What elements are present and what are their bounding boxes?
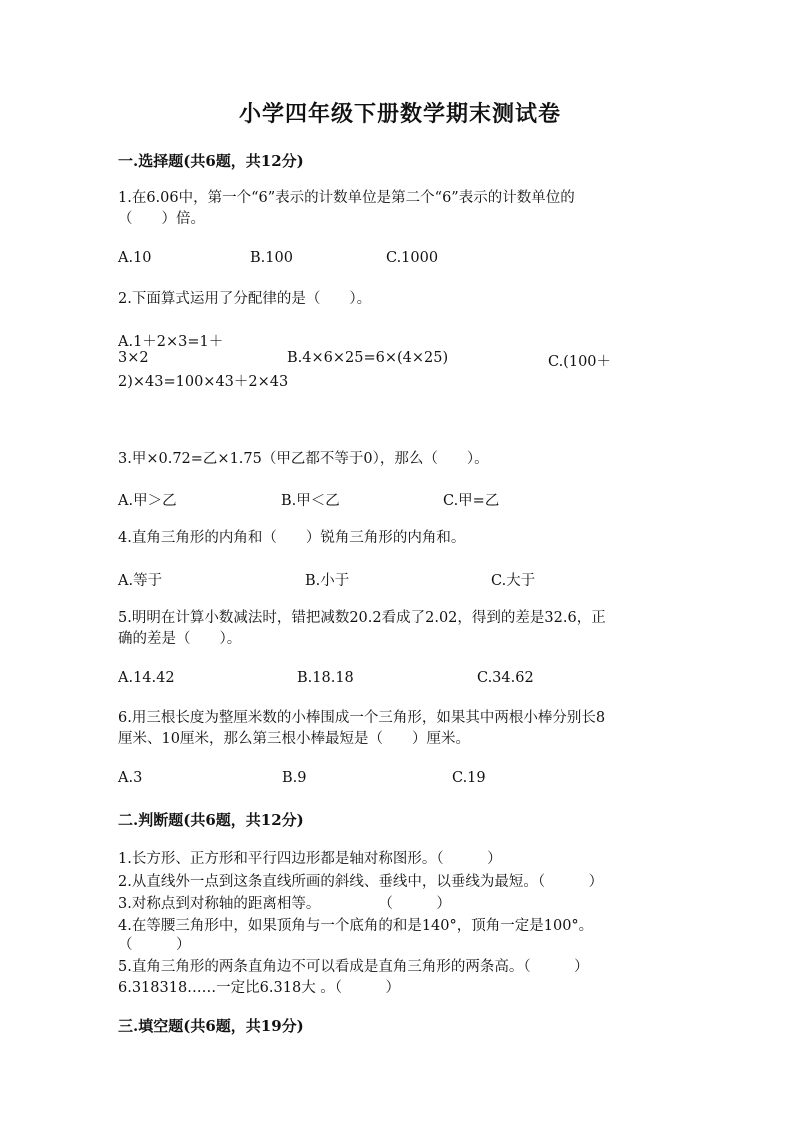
option-a: A.3 (118, 770, 143, 786)
question-text-cont: 确的差是（ ）。 (118, 631, 242, 647)
option-b: B.4×6×25=6×(4×25) (287, 350, 449, 366)
option-a-cont: 3×2 (118, 350, 149, 366)
option-a: A.14.42 (118, 670, 175, 686)
option-c: C.34.62 (477, 670, 534, 686)
option-a: A.1＋2×3=1＋ (118, 334, 224, 350)
option-a: A.等于 (118, 573, 163, 589)
tf-item-5: 5.直角三角形的两条直角边不可以看成是直角三角形的两条高。（ ） (118, 959, 589, 975)
option-c: C.1000 (386, 250, 439, 266)
question-1 (118, 188, 575, 230)
question-text: 1.在6.06中，第一个“6”表示的计数单位是第二个“6”表示的计数单位的 (118, 190, 575, 206)
question-3: 3.甲×0.72=乙×1.75（甲乙都不等于0），那么（ ）。 (118, 451, 489, 467)
option-b: B.18.18 (297, 670, 354, 686)
option-b: B.9 (282, 770, 307, 786)
option-a: A.甲＞乙 (118, 493, 177, 509)
page-title: 小学四年级下册数学期末测试卷 (238, 101, 561, 127)
section-heading-fill-blank: 三.填空题(共6题，共19分) (118, 1017, 304, 1035)
question-text-cont: 厘米、10厘米，那么第三根小棒最短是（ ）厘米。 (118, 731, 470, 747)
option-b: B.甲＜乙 (281, 493, 340, 509)
tf-item-4: 4.在等腰三角形中，如果顶角与一个底角的和是140°，顶角一定是100°。 (118, 918, 594, 934)
tf-item-3: 3.对称点到对称轴的距离相等。 （ ） (118, 896, 451, 912)
option-c: C.(100＋ (548, 354, 612, 370)
option-b: B.100 (250, 250, 293, 266)
question-text-cont: （ ）倍。 (118, 211, 205, 227)
option-c: C.19 (452, 770, 486, 786)
option-c: C.甲=乙 (443, 493, 500, 509)
tf-item-4-cont: （ ） (118, 937, 191, 953)
question-text: 5.明明在计算小数减法时，错把减数20.2看成了2.02，得到的差是32.6，正 (118, 610, 606, 626)
question-5 (118, 608, 606, 650)
tf-item-6: 6.318318……一定比6.318大 。（ ） (118, 980, 401, 996)
option-b: B.小于 (305, 573, 350, 589)
question-text: 6.用三根长度为整厘米数的小棒围成一个三角形，如果其中两根小棒分别长8 (118, 710, 606, 726)
section-heading-true-false: 二.判断题(共6题，共12分) (118, 811, 304, 829)
option-c-cont: 2)×43=100×43＋2×43 (118, 374, 289, 390)
question-2: 2.下面算式运用了分配律的是（ ）。 (118, 291, 372, 307)
tf-item-1: 1.长方形、正方形和平行四边形都是轴对称图形。（ ） (118, 851, 502, 867)
section-heading-choice: 一.选择题(共6题，共12分) (118, 152, 304, 170)
option-c: C.大于 (491, 573, 536, 589)
question-6 (118, 708, 605, 750)
question-4: 4.直角三角形的内角和（ ）锐角三角形的内角和。 (118, 530, 466, 546)
tf-item-2: 2.从直线外一点到这条直线所画的斜线、垂线中，以垂线为最短。（ ） (118, 874, 604, 890)
option-a: A.10 (118, 250, 152, 266)
